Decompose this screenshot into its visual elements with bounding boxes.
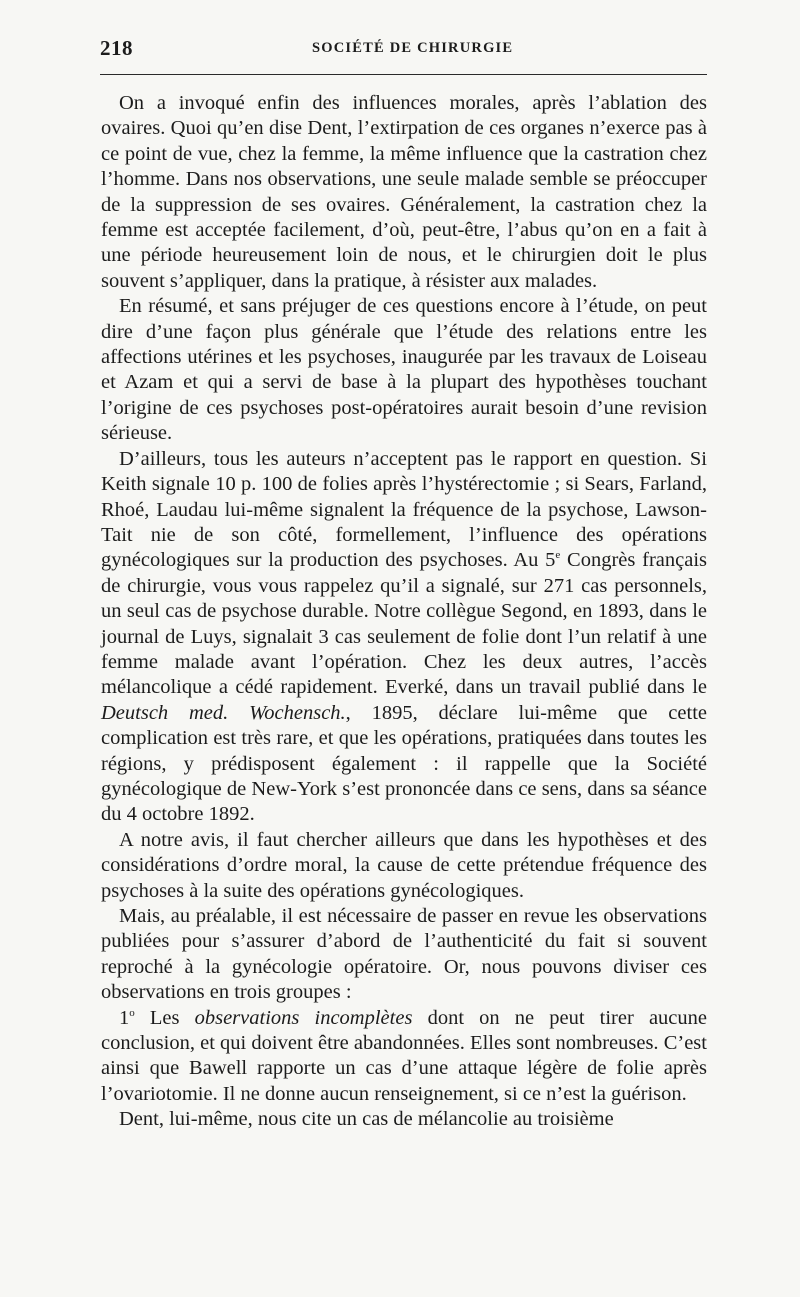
- paragraph-a-notre-avis: [101, 828, 707, 904]
- ordinal-superscript: e: [555, 549, 561, 562]
- paragraph-text: Mais, au préalable, il est nécessaire de passer en revue les observations publiées pour s’assurer d’abord de l’authenticité du fait si souvent reproché à la gynécologie opératoire. Or, nous pouvons diviser ces observations en trois groupes :: [101, 905, 707, 1004]
- paragraph-group-1: [101, 1006, 707, 1108]
- paragraph-text: En résumé, et sans préjuger de ces questions encore à l’étude, on peut dire d’une façon plus générale que l’étude des relations entre les affections utérines et les psychoses, inaugurée par les travaux de Loiseau et Azam et qui a servi de base à la plupart des hypothèses touchant l’origine de ces psychoses post-opératoires aurait besoin d’une revision sérieuse.: [101, 295, 707, 445]
- paragraph-text: On a invoqué enfin des influences morales, après l’ablation des ovaires. Quoi qu’en dise Dent, l’extirpation de ces organes n’exerce pas à ce point de vue, chez la femme, la même influence que la castration chez l’homme. Dans nos observations, une seule malade semble se préoccuper de la suppression de ses ovaires. Généralement, la castration chez la femme est acceptée facilement, d’où, peut-être, l’abus qu’on en a fait à une période heureusement loin de nous, et le chirurgien doit le plus souvent s’appliquer, dans la pratique, à résister aux malades.: [101, 92, 707, 292]
- journal-reference: Deutsch med. Wochensch.: [101, 701, 346, 724]
- paragraph-influences-morales: [101, 91, 707, 294]
- header-rule: [100, 74, 707, 75]
- page-number: 218: [100, 36, 133, 60]
- paragraph-text: Dent, lui-même, nous cite un cas de mélancolie au troisième: [119, 1108, 614, 1131]
- paragraph-au-prealable: [101, 904, 707, 1006]
- emphasized-term: observations incomplètes: [194, 1006, 413, 1029]
- paragraph-text: A notre avis, il faut chercher ailleurs que dans les hypothèses et des considérations d’ordre moral, la cause de cette prétendue fréquence des psychoses à la suite des opérations gynécologiques.: [101, 828, 707, 902]
- paragraph-en-resume: [101, 294, 707, 446]
- paragraph-text: , 1895, déclare lui-même que cette complication est très rare, et que les opérations, pratiquées dans toutes les régions, y prédisposent également : il rappelle que la Société gynécologique de New-York s’est prononcée dans ce sens, dans sa séance du 4 octobre 1892.: [101, 701, 707, 826]
- paragraph-dent: [101, 1107, 707, 1132]
- running-head: [100, 36, 707, 60]
- ordinal-superscript: o: [129, 1006, 135, 1019]
- paragraph-dailleurs: [101, 447, 707, 828]
- paragraph-text: Les: [134, 1006, 195, 1029]
- paragraph-text: D’ailleurs, tous les auteurs n’acceptent pas le rapport en question. Si Keith signale 10 p. 100 de folies après l’hystérectomie ; si Sears, Farland, Rhoé, Laudau lui-même signalent la fréquence de la psychose, Lawson-Tait nie de son côté, formellement, l’influence des opérations gynécologiques sur la production des psychoses. Au 5: [101, 447, 707, 572]
- body-text: [101, 91, 707, 1133]
- list-number: 1: [119, 1006, 130, 1029]
- paragraph-text: dont on ne peut tirer aucune conclusion, et qui doivent être abandonnées. Elles sont nombreuses. C’est ainsi que Bawell rapporte un cas d’une attaque légère de folie après l’ovariotomie. Il ne donne aucun renseignement, si ce n’est la guérison.: [101, 1006, 707, 1105]
- paragraph-text: Congrès français de chirurgie, vous vous rappelez qu’il a signalé, sur 271 cas personnels, un seul cas de psychose durable. Notre collègue Segond, en 1893, dans le journal de Luys, signalait 3 cas seulement de folie dont l’un relatif à une femme malade avant l’opération. Chez les deux autres, l’accès mélancolique a cédé rapidement. Everké, dans un travail publié dans le: [101, 549, 707, 699]
- journal-title: SOCIÉTÉ DE CHIRURGIE: [312, 40, 514, 56]
